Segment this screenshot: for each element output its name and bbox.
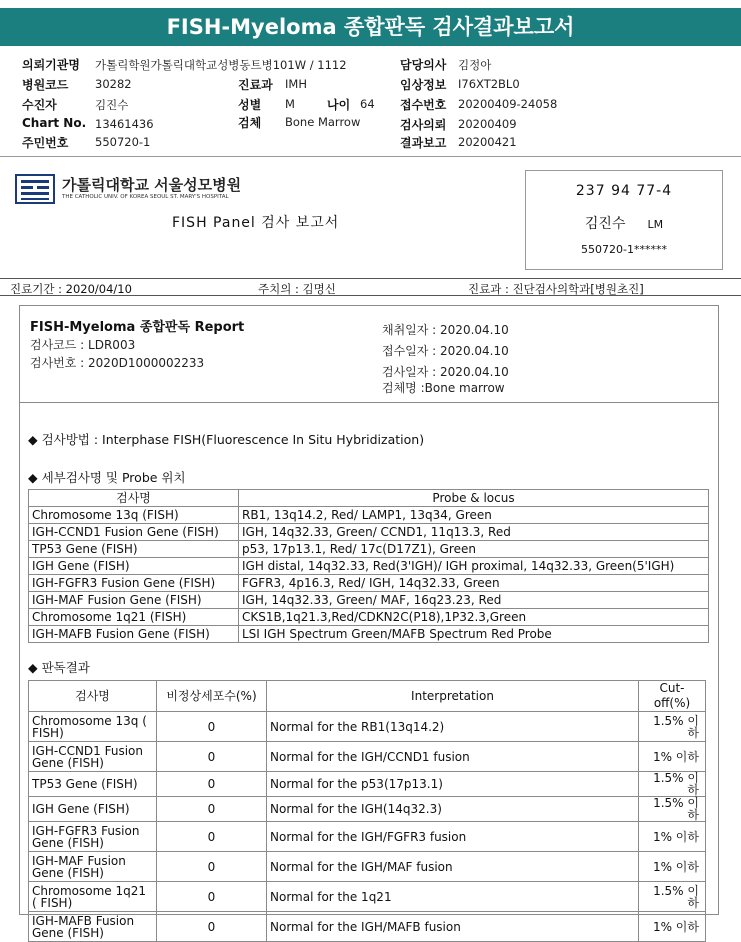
- probe-header-locus: Probe & locus: [239, 490, 709, 507]
- table-row: [29, 558, 709, 575]
- result-header-interpretation: Interpretation: [267, 681, 639, 712]
- result-heading: ◆ 판독결과: [28, 660, 90, 675]
- attending-doctor: 주치의 : 김명신: [258, 282, 336, 296]
- result-interpretation: Normal for the IGH/CCND1 fusion: [267, 742, 639, 772]
- result-abnormal-count: 0: [157, 772, 267, 797]
- result-header-abnormal: 비정상세포수(%): [157, 681, 267, 712]
- table-row: [29, 797, 706, 822]
- sex-label: 성별: [238, 98, 262, 112]
- result-interpretation: Normal for the IGH/MAFB fusion: [267, 912, 639, 942]
- result-abnormal-count: 0: [157, 912, 267, 942]
- table-row: [29, 712, 706, 742]
- dept-value: IMH: [285, 77, 307, 91]
- clinical-label: 임상정보: [400, 78, 447, 92]
- probe-test-name: TP53 Gene (FISH): [29, 541, 239, 558]
- result-interpretation: Normal for the IGH(14q32.3): [267, 797, 639, 822]
- method-line: ◆ 검사방법 : Interphase FISH(Fluorescence In Situ Hybridization): [28, 432, 425, 447]
- table-row: [29, 852, 706, 882]
- probe-test-name: Chromosome 13q (FISH): [29, 507, 239, 524]
- visit-dept: 진료과 : 진단검사의학과[병원초진]: [468, 282, 644, 296]
- probe-test-name: IGH Gene (FISH): [29, 558, 239, 575]
- report-date-label: 결과보고: [400, 136, 447, 150]
- result-cutoff: 1% 이하: [639, 742, 706, 772]
- probe-test-name: IGH-FGFR3 Fusion Gene (FISH): [29, 575, 239, 592]
- visit-info-row: [0, 278, 741, 296]
- table-row: [29, 524, 709, 541]
- probe-header-test: 검사명: [29, 490, 239, 507]
- patient-code: 237 94 77-4: [575, 183, 673, 199]
- table-row: [29, 507, 709, 524]
- result-cutoff: 1.5% 이하: [639, 772, 706, 797]
- institution-label: 의뢰기관명: [22, 58, 80, 72]
- result-abnormal-count: 0: [157, 882, 267, 912]
- result-test-name: Chromosome 13q ( FISH): [29, 712, 157, 742]
- probe-heading: ◆ 세부검사명 및 Probe 위치: [28, 470, 186, 485]
- result-abnormal-count: 0: [157, 822, 267, 852]
- received-date: 접수일자 : 2020.04.10: [382, 344, 509, 358]
- probe-locus: FGFR3, 4p16.3, Red/ IGH, 14q32.33, Green: [239, 575, 709, 592]
- result-header-row: [29, 681, 706, 712]
- specimen-name: 검체명 :Bone marrow: [382, 381, 505, 395]
- result-table: [28, 680, 706, 942]
- patient-sex-age: LM: [647, 218, 664, 231]
- result-interpretation: Normal for the p53(17p13.1): [267, 772, 639, 797]
- result-interpretation: Normal for the IGH/FGFR3 fusion: [267, 822, 639, 852]
- result-cutoff: 1.5% 이하: [639, 712, 706, 742]
- header-divider: [0, 156, 741, 157]
- table-row: [29, 575, 709, 592]
- result-test-name: IGH Gene (FISH): [29, 797, 157, 822]
- result-abnormal-count: 0: [157, 712, 267, 742]
- result-test-name: IGH-MAFB Fusion Gene (FISH): [29, 912, 157, 942]
- age-value: 64: [360, 97, 375, 111]
- table-row: [29, 742, 706, 772]
- table-row: [29, 541, 709, 558]
- receiver-value: 김진수: [95, 98, 129, 112]
- probe-test-name: IGH-MAFB Fusion Gene (FISH): [29, 626, 239, 643]
- probe-locus: IGH, 14q32.33, Green/ CCND1, 11q13.3, Red: [239, 524, 709, 541]
- result-test-name: IGH-CCND1 Fusion Gene (FISH): [29, 742, 157, 772]
- result-cutoff: 1% 이하: [639, 852, 706, 882]
- result-cutoff: 1% 이하: [639, 822, 706, 852]
- collect-date: 채취일자 : 2020.04.10: [382, 323, 509, 337]
- probe-locus: p53, 17p13.1, Red/ 17c(D17Z1), Green: [239, 541, 709, 558]
- hospital-code-value: 30282: [95, 77, 132, 91]
- specimen-label: 검체: [238, 116, 262, 130]
- result-abnormal-count: 0: [157, 852, 267, 882]
- test-number: 검사번호 : 2020D1000002233: [30, 356, 205, 370]
- doctor-value: 김정아: [458, 58, 492, 72]
- table-row: [29, 772, 706, 797]
- patient-name: 김진수: [584, 216, 626, 232]
- report-title: FISH-Myeloma 종합판독 검사결과보고서: [0, 8, 741, 46]
- panel-title: FISH Panel 검사 보고서: [172, 215, 340, 231]
- result-header-cutoff: Cut-off(%): [639, 681, 706, 712]
- result-test-name: Chromosome 1q21 ( FISH): [29, 882, 157, 912]
- probe-locus: IGH distal, 14q32.33, Red(3'IGH)/ IGH proximal, 14q32.33, Green(5'IGH): [239, 558, 709, 575]
- result-cutoff: 1.5% 이하: [639, 882, 706, 912]
- table-row: [29, 822, 706, 852]
- result-interpretation: Normal for the IGH/MAF fusion: [267, 852, 639, 882]
- result-cutoff: 1.5% 이하: [639, 797, 706, 822]
- result-cutoff: 1% 이하: [639, 912, 706, 942]
- chart-no-value: 13461436: [95, 117, 154, 131]
- request-label: 검사의뢰: [400, 118, 447, 132]
- table-row: [29, 912, 706, 942]
- report-heading: FISH-Myeloma 종합판독 Report: [30, 320, 245, 335]
- patient-name-line: [526, 213, 722, 233]
- specimen-value: Bone Marrow: [285, 115, 361, 129]
- probe-table: [28, 489, 709, 643]
- probe-locus: CKS1B,1q21.3,Red/CDKN2C(P18),1P32.3,Green: [239, 609, 709, 626]
- report-divider: [20, 402, 718, 403]
- result-test-name: IGH-MAF Fusion Gene (FISH): [29, 852, 157, 882]
- accession-value: 20200409-24058: [458, 97, 558, 111]
- result-interpretation: Normal for the RB1(13q14.2): [267, 712, 639, 742]
- table-row: [29, 592, 709, 609]
- resident-no-value: 550720-1: [95, 135, 151, 149]
- result-header-test: 검사명: [29, 681, 157, 712]
- tested-date: 검사일자 : 2020.04.10: [382, 365, 509, 379]
- resident-no-label: 주민번호: [22, 136, 69, 150]
- probe-test-name: IGH-CCND1 Fusion Gene (FISH): [29, 524, 239, 541]
- patient-ssn: 550720-1******: [581, 243, 667, 256]
- hospital-logo-icon: [15, 174, 55, 204]
- result-test-name: TP53 Gene (FISH): [29, 772, 157, 797]
- probe-test-name: Chromosome 1q21 (FISH): [29, 609, 239, 626]
- table-row: [29, 626, 709, 643]
- table-row: [29, 882, 706, 912]
- clinical-value: I76XT2BL0: [458, 77, 520, 91]
- result-abnormal-count: 0: [157, 742, 267, 772]
- probe-test-name: IGH-MAF Fusion Gene (FISH): [29, 592, 239, 609]
- patient-info-grid: [0, 52, 741, 156]
- report-date-value: 20200421: [458, 135, 517, 149]
- institution-value: 가톨릭학원가톨릭대학교성병동트병101W / 1112: [95, 58, 347, 72]
- age-label: 나이: [327, 98, 351, 112]
- report-frame: [19, 305, 719, 940]
- result-abnormal-count: 0: [157, 797, 267, 822]
- hospital-name-english: THE CATHOLIC UNIV. OF KOREA SEOUL ST. MARY'S HOSPITAL: [62, 194, 229, 200]
- request-value: 20200409: [458, 117, 517, 131]
- patient-card: [525, 170, 723, 270]
- accession-label: 접수번호: [400, 98, 447, 112]
- table-row: [29, 609, 709, 626]
- test-code: 검사코드 : LDR003: [30, 338, 136, 352]
- hospital-code-label: 병원코드: [22, 78, 69, 92]
- sex-value: M: [285, 97, 295, 111]
- dept-label: 진료과: [238, 78, 273, 92]
- receiver-label: 수진자: [22, 98, 57, 112]
- probe-locus: IGH, 14q32.33, Green/ MAF, 16q23.23, Red: [239, 592, 709, 609]
- result-interpretation: Normal for the 1q21: [267, 882, 639, 912]
- probe-locus: RB1, 13q14.2, Red/ LAMP1, 13q34, Green: [239, 507, 709, 524]
- result-test-name: IGH-FGFR3 Fusion Gene (FISH): [29, 822, 157, 852]
- hospital-name: 가톨릭대학교 서울성모병원: [62, 176, 242, 194]
- chart-no-label: Chart No.: [22, 116, 87, 130]
- probe-locus: LSI IGH Spectrum Green/MAFB Spectrum Red Probe: [239, 626, 709, 643]
- doctor-label: 담당의사: [400, 58, 447, 72]
- visit-period: 진료기간 : 2020/04/10: [10, 282, 132, 296]
- probe-header-row: [29, 490, 709, 507]
